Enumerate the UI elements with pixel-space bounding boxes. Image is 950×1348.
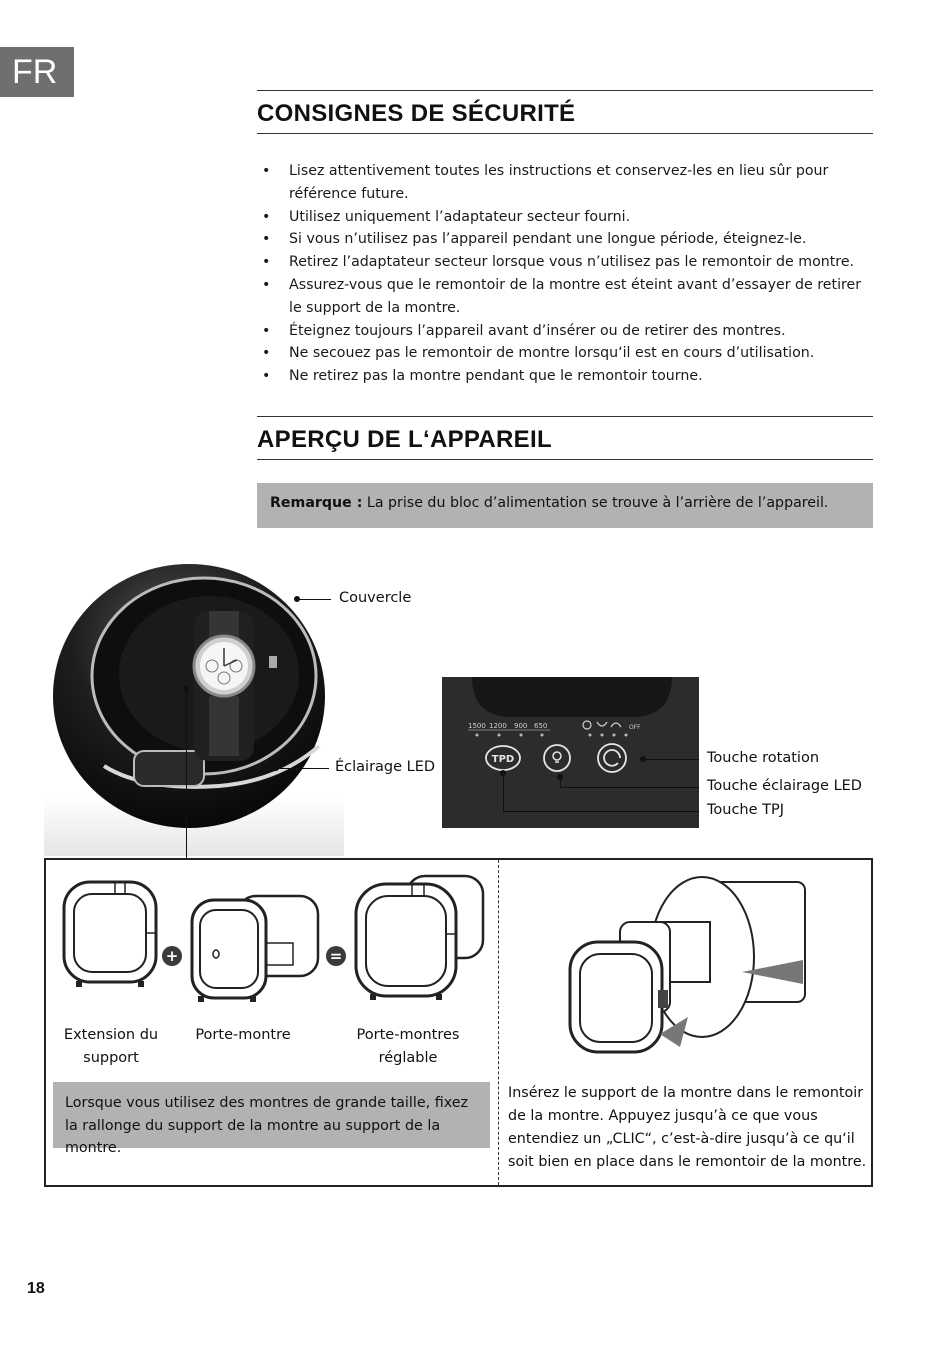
- control-panel-photo: [442, 677, 699, 828]
- language-tab: FR: [0, 47, 74, 97]
- safety-item: • Ne retirez pas la montre pendant que le remontoir tourne.: [262, 368, 703, 385]
- note-label: Remarque :: [270, 495, 363, 511]
- page-number: 18: [27, 1280, 45, 1297]
- svg-text:+: +: [165, 947, 179, 965]
- plus-icon: [161, 945, 183, 967]
- watch-holder-drawing: [188, 888, 323, 1006]
- rotation-button-label: Touche rotation: [707, 750, 820, 766]
- assembly-callout-line: [186, 689, 187, 858]
- led-label: Éclairage LED: [335, 759, 436, 775]
- safety-item: • Assurez-vous que le remontoir de la montre est éteint avant d’essayer de retirer le support de la montre.: [262, 276, 862, 316]
- led-callout-line: [276, 768, 329, 769]
- cover-label: Couvercle: [339, 590, 412, 606]
- speed-label-650: 650: [534, 722, 548, 730]
- section-rule: [257, 459, 873, 460]
- tpj-callout-line: [503, 811, 699, 812]
- tpd-button-label: TPD: [491, 754, 515, 765]
- section-rule: [257, 416, 873, 417]
- extension-label: Extension du support: [63, 1027, 159, 1066]
- led-button-callout-line: [560, 787, 699, 788]
- overview-title: APERÇU DE L‘APPAREIL: [257, 426, 552, 453]
- section-rule: [257, 90, 873, 91]
- off-label: OFF: [629, 724, 641, 731]
- speed-label-900: 900: [514, 722, 528, 730]
- safety-title: CONSIGNES DE SÉCURITÉ: [257, 100, 576, 127]
- safety-item: • Utilisez uniquement l’adaptateur secteur fourni.: [262, 208, 631, 225]
- cover-callout-line: [297, 599, 331, 600]
- led-button[interactable]: [544, 745, 570, 771]
- safety-item: • Ne secouez pas le remontoir de montre lorsqu‘il est en cours d’utilisation.: [262, 345, 815, 362]
- svg-text:=: =: [329, 947, 343, 965]
- assembly-divider: [498, 860, 499, 1185]
- equals-icon: [325, 945, 347, 967]
- adjustable-label: Porte-montres réglable: [356, 1027, 460, 1066]
- safety-item: • Si vous n’utilisez pas l’appareil pendant une longue période, éteignez-le.: [262, 231, 807, 248]
- tpj-button-label: Touche TPJ: [707, 802, 785, 818]
- adjustable-holder-drawing: [352, 872, 487, 1004]
- insertion-drawing: [560, 862, 810, 1062]
- tpj-callout-line: [503, 773, 504, 811]
- note-text: La prise du bloc d’alimentation se trouve à l’arrière de l’appareil.: [362, 495, 829, 511]
- speed-label-1500: 1500: [468, 722, 486, 730]
- rotation-button[interactable]: [598, 744, 626, 772]
- tpd-button[interactable]: [486, 746, 520, 770]
- large-watch-note: Lorsque vous utilisez des montres de grande taille, fixez la rallonge du support de la montre au support de la montre.: [53, 1082, 490, 1148]
- insert-instructions: Insérez le support de la montre dans le remontoir de la montre. Appuyez jusqu’à ce que vous entendiez un „CLIC“, c’est-à-dire jusqu’à ce qu‘il soit bien en place dans le remontoir de la montre.: [508, 1085, 867, 1170]
- speed-label-1200: 1200: [489, 722, 507, 730]
- led-button-callout-line: [560, 777, 561, 787]
- rotation-callout-line: [643, 759, 699, 760]
- safety-list: [257, 160, 877, 388]
- led-button-label: Touche éclairage LED: [707, 778, 862, 794]
- safety-item: • Retirez l’adaptateur secteur lorsque vous n’utilisez pas le remontoir de montre.: [262, 254, 855, 271]
- safety-item: • Lisez attentivement toutes les instructions et conservez-les en lieu sûr pour référence future.: [262, 163, 829, 202]
- safety-item: • Éteignez toujours l’appareil avant d’insérer ou de retirer des montres.: [262, 322, 786, 339]
- holder-label: Porte-montre: [195, 1027, 291, 1043]
- section-rule: [257, 133, 873, 134]
- holder-extension-drawing: [60, 878, 160, 990]
- power-note: [257, 483, 873, 528]
